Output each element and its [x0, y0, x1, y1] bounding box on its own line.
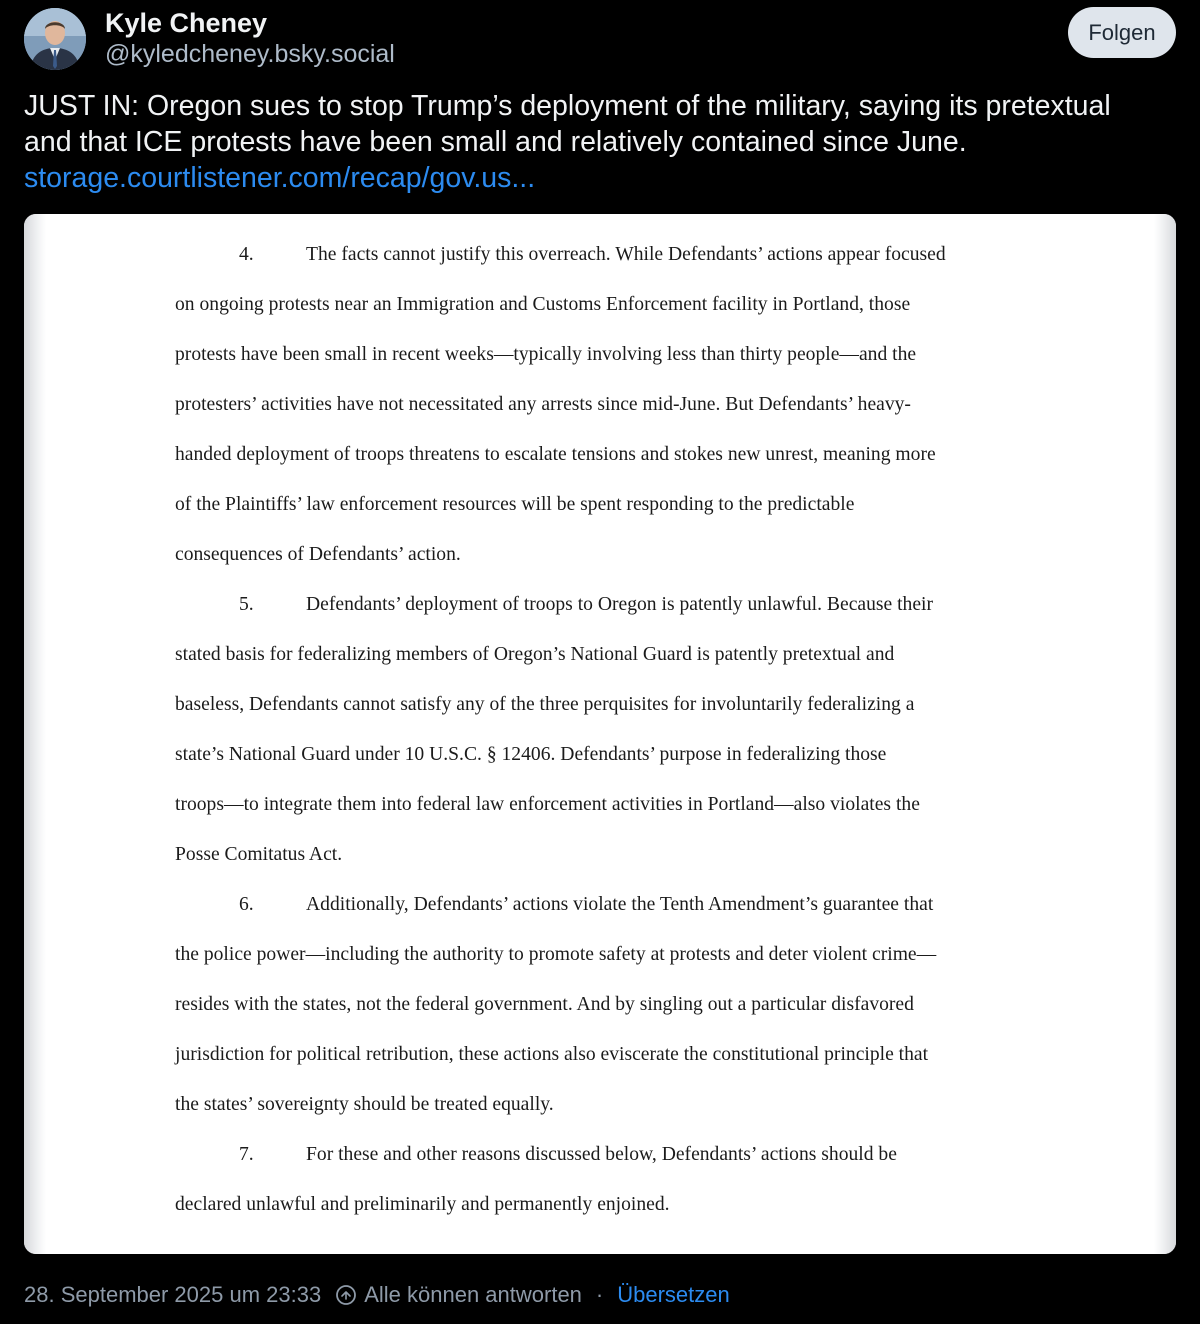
page-edge-right — [1154, 214, 1176, 1254]
document-line — [175, 880, 1045, 930]
paragraph-line-text: The facts cannot justify this overreach. While Defendants’ actions appear focused — [306, 244, 946, 265]
post-footer — [24, 1278, 730, 1312]
document-line: Posse Comitatus Act. — [175, 844, 343, 865]
post-text — [24, 88, 1164, 196]
post-link[interactable]: storage.courtlistener.com/recap/gov.us... — [24, 162, 536, 194]
paragraph-line-text: Additionally, Defendants’ actions violate the Tenth Amendment’s guarantee that — [306, 894, 934, 915]
page-edge-left — [24, 214, 46, 1254]
document-line: handed deployment of troops threatens to escalate tensions and stokes new unrest, meaning more — [175, 444, 936, 465]
follow-button[interactable]: Folgen — [1068, 7, 1176, 58]
user-avatar[interactable] — [24, 8, 86, 70]
document-line: the police power—including the authority to promote safety at protests and deter violent crime— — [175, 944, 937, 965]
document-paragraph — [175, 580, 1045, 880]
author-display-name[interactable]: Kyle Cheney — [105, 8, 268, 38]
post-body-text: JUST IN: Oregon sues to stop Trump’s deployment of the military, saying its pretextual and that ICE protests have been small and relatively contained since June. — [24, 90, 1111, 158]
paragraph-line-text: For these and other reasons discussed below, Defendants’ actions should be — [306, 1144, 897, 1165]
document-line: of the Plaintiffs’ law enforcement resources will be spent responding to the predictable — [175, 494, 855, 515]
post-header — [0, 0, 1200, 80]
reply-restriction-icon — [335, 1284, 357, 1306]
reply-setting[interactable]: Alle können antworten — [364, 1282, 582, 1307]
paragraph-number: 4. — [239, 244, 254, 265]
paragraph-line-text: Defendants’ deployment of troops to Oregon is patently unlawful. Because their — [306, 594, 934, 615]
document-line: troops—to integrate them into federal law enforcement activities in Portland—also violates the — [175, 794, 920, 815]
document-line — [175, 1130, 1045, 1180]
document-line: baseless, Defendants cannot satisfy any of the three perquisites for involuntarily federalizing a — [175, 694, 915, 715]
document-line: resides with the states, not the federal government. And by singling out a particular disfavored — [175, 994, 914, 1015]
document-line: the states’ sovereignty should be treated equally. — [175, 1094, 554, 1115]
document-line: stated basis for federalizing members of Oregon’s National Guard is patently pretextual and — [175, 644, 895, 665]
author-handle[interactable]: @kyledcheney.bsky.social — [105, 40, 395, 68]
document-line: jurisdiction for political retribution, these actions also eviscerate the constitutional principle that — [175, 1044, 929, 1065]
translate-link[interactable]: Übersetzen — [617, 1282, 730, 1307]
document-line: protests have been small in recent weeks—typically involving less than thirty people—and the — [175, 344, 917, 365]
document-paragraph — [175, 1130, 1045, 1230]
document-line: state’s National Guard under 10 U.S.C. § 12406. Defendants’ purpose in federalizing those — [175, 744, 887, 765]
document-paragraph — [175, 880, 1045, 1130]
paragraph-number: 5. — [239, 594, 254, 615]
avatar-portrait-icon — [24, 8, 86, 70]
document-line: on ongoing protests near an Immigration and Customs Enforcement facility in Portland, those — [175, 294, 911, 315]
document-paragraph — [175, 230, 1045, 580]
document-image[interactable] — [24, 214, 1176, 1254]
footer-separator: · — [595, 1282, 604, 1307]
document-line: protesters’ activities have not necessitated any arrests since mid-June. But Defendants’ heavy- — [175, 394, 911, 415]
paragraph-number: 7. — [239, 1144, 254, 1165]
document-line — [175, 230, 1045, 280]
paragraph-number: 6. — [239, 894, 254, 915]
document-line: declared unlawful and preliminarily and permanently enjoined. — [175, 1194, 670, 1215]
document-body — [175, 230, 1045, 1230]
document-line: consequences of Defendants’ action. — [175, 544, 461, 565]
post-timestamp[interactable]: 28. September 2025 um 23:33 — [24, 1282, 322, 1307]
document-line — [175, 580, 1045, 630]
